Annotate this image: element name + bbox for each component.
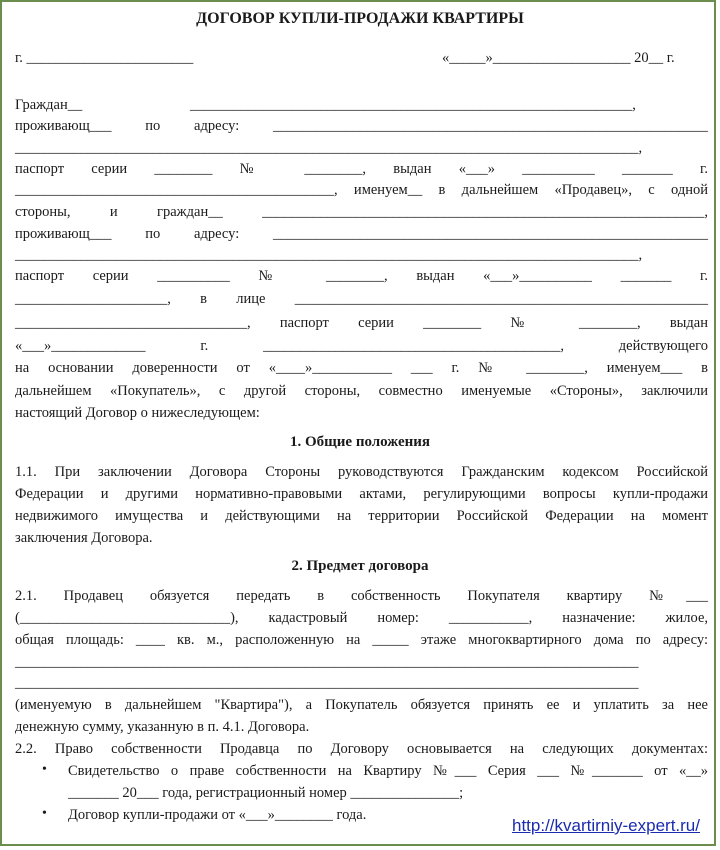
preamble-line: проживающ___ по адресу: ____________________________________________________________ [15, 118, 708, 134]
section-1-heading: 1. Общие положения [289, 434, 431, 450]
section-2-line: денежную сумму, указанную в п. 4.1. Договора. [15, 719, 310, 735]
date-field: «_____»___________________ 20__ г. [442, 50, 675, 66]
section-1-line: Федерации и другими нормативно-правовыми актами, регулирующими вопросы купли-продажи [15, 486, 708, 502]
section-2-line: (_____________________________), кадастровый номер: ___________, назначение: жилое, [15, 610, 708, 626]
preamble-line: паспорт серии __________ № ________, выдан «___»__________ _______ г. [15, 268, 708, 284]
preamble-line: ________________________________, паспорт серии ________ № ________, выдан [15, 315, 708, 331]
section-1-line: заключения Договора. [15, 530, 153, 546]
preamble-line: настоящий Договор о нижеследующем: [15, 405, 260, 421]
bullet-item-continuation: _______ 20___ года, регистрационный номер _______________; [68, 785, 464, 801]
preamble-line: на основании доверенности от «____»___________ ___ г. № ________, именуем___ в [15, 360, 708, 376]
website-link[interactable]: http://kvartirniy-expert.ru/ [511, 816, 700, 835]
preamble-line: ______________________________________________________________________________________, [15, 140, 643, 156]
section-2-line: 2.1. Продавец обязуется передать в собственность Покупателя квартиру №___ [15, 588, 708, 604]
document-title: ДОГОВОР КУПЛИ-ПРОДАЖИ КВАРТИРЫ [196, 10, 524, 27]
section-2-line: общая площадь: ____ кв. м., расположенную на _____ этаже многоквартирного дома по адресу: [15, 632, 708, 648]
section-2-line: ______________________________________________________________________________________ [15, 675, 639, 691]
section-1-line: недвижимого имущества и действующими на территории Российской Федерации на момент [15, 508, 708, 524]
section-2-line: ______________________________________________________________________________________ [15, 654, 639, 670]
bullet-item: Договор купли-продажи от «___»________ года. [68, 807, 367, 823]
preamble-line: проживающ___ по адресу: ____________________________________________________________ [15, 226, 708, 242]
preamble-line: «___»_____________ г. _________________________________________, действующего [15, 338, 708, 354]
section-2-line: (именуемую в дальнейшем "Квартира"), а Покупатель обязуется принять ее и уплатить за нее [15, 697, 708, 713]
bullet-icon: • [42, 762, 47, 777]
preamble-line: стороны, и граждан__ _____________________________________________________________, [15, 204, 708, 220]
section-2-line: 2.2. Право собственности Продавца по Договору основывается на следующих документах: [15, 741, 708, 757]
preamble-line: ____________________________________________, именуем__ в дальнейшем «Продавец», с одной [15, 182, 708, 198]
bullet-icon: • [42, 806, 47, 821]
bullet-item: Свидетельство о праве собственности на Квартиру №___ Серия ___ №_______ от «__» [68, 763, 708, 779]
section-1-line: 1.1. При заключении Договора Стороны руководствуются Гражданским кодексом Российской [15, 464, 708, 480]
section-2-heading: 2. Предмет договора [291, 558, 429, 574]
seller-name-blank: _____________________________________________________________, [190, 97, 636, 113]
preamble-line: _____________________, в лице _________________________________________________________ [15, 291, 708, 307]
preamble-line: ______________________________________________________________________________________, [15, 247, 643, 263]
preamble-line: паспорт серии ________ № ________, выдан «___» __________ _______ г. [15, 161, 708, 177]
city-field: г. _______________________ [15, 50, 194, 66]
seller-name-label: Граждан__ [15, 97, 83, 113]
preamble-line: дальнейшем «Покупатель», с другой стороны, совместно именуемые «Стороны», заключили [15, 383, 708, 399]
